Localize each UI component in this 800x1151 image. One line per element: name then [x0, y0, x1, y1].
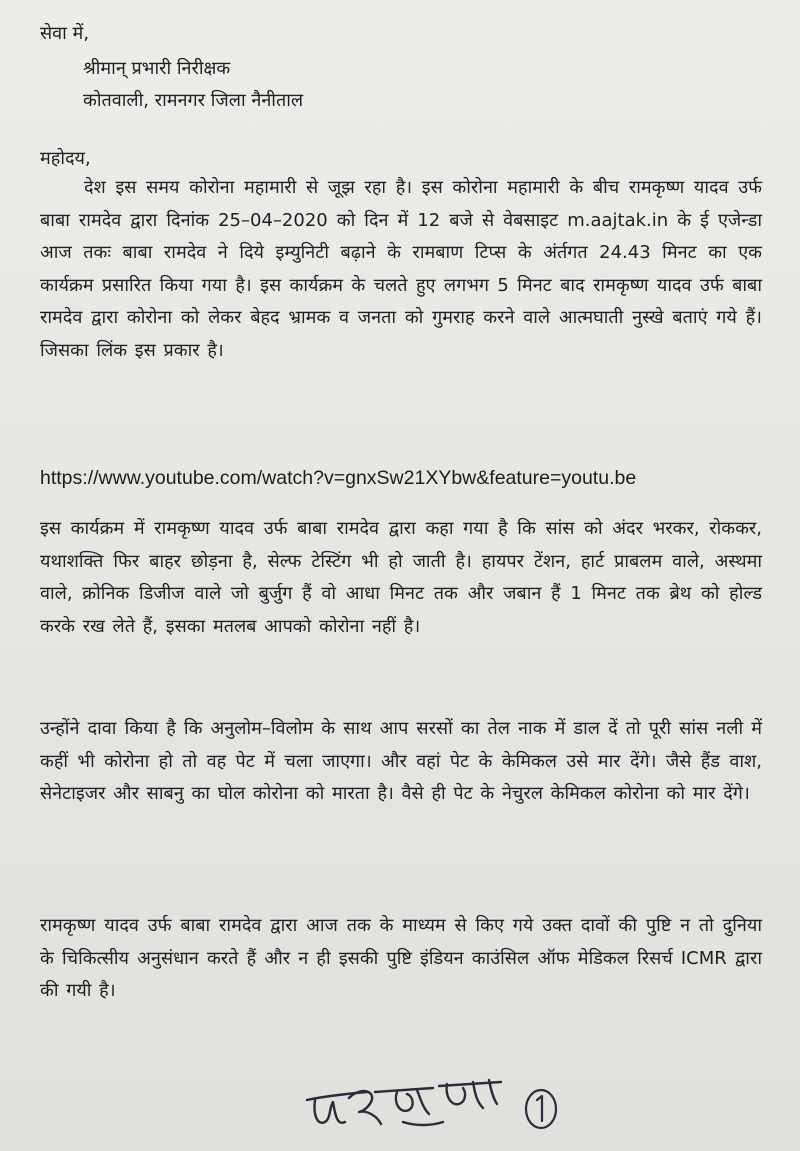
- page-number-circle: [522, 1086, 560, 1132]
- addressee-line-1: श्रीमान् प्रभारी निरीक्षक: [83, 58, 231, 79]
- handwritten-signature: [305, 1070, 505, 1140]
- addressee-line-2: कोतवाली, रामनगर जिला नैनीताल: [83, 90, 304, 111]
- salutation-to: सेवा में,: [40, 23, 90, 44]
- paragraph-2: इस कार्यक्रम में रामकृष्ण यादव उर्फ बाबा रामदेव द्वारा कहा गया है कि सांस को अंदर भरकर, रोककर, यथाशक्ति फिर बाहर छोड़ना है, सेल्फ टेस्टिंग भी हो जाती है। हायपर टेंशन, हार्ट प्राबलम वाले, अस्थमा वाले, क्रोनिक डिजीज वाले जो बुर्जुग हैं वो आधा मिनट तक और जबान हैं 1 मिनट तक ब्रेथ को होल्ड करके रख लेते हैं, इसका मतलब आपको कोरोना नहीं है।: [40, 518, 762, 637]
- paragraph-3: उन्होंने दावा किया है कि अनुलोम–विलोम के साथ आप सरसों का तेल नाक में डाल दें तो पूरी सांस नली में कहीं भी कोरोना हो तो वह पेट में चला जाएगा। और वहां पेट के केमिकल उसे मार देंगे। जैसे हैंड वाश, सेनेटाइजर और साबनु का घोल कोरोना को मारता है। वैसे ही पेट के नेचुरल केमिकल कोरोना को मार देंगे।: [40, 718, 762, 804]
- video-link-text: https://www.youtube.com/watch?v=gnxSw21XYbw&feature=youtu.be: [40, 467, 637, 489]
- paragraph-1: देश इस समय कोरोना महामारी से जूझ रहा है। इस कोरोना महामारी के बीच रामकृष्ण यादव उर्फ बाबा रामदेव द्वारा दिनांक 25–04–2020 को दिन में 12 बजे से वेबसाइट m.aajtak.in के ई एजेन्डा आज तकः बाबा रामदेव ने दिये इम्युनिटी बढ़ाने के रामबाण टिप्स के अंर्तगत 24.43 मिनट का एक कार्यक्रम प्रसारित किया गया है। इस कार्यक्रम के चलते हुए लगभग 5 मिनट बाद रामकृष्ण यादव उर्फ बाबा रामदेव द्वारा कोरोना को लेकर बेहद भ्रामक व जनता को गुमराह करने वाले आत्मघाती नुस्खे बताएं गये हैं। जिसका लिंक इस प्रकार है।: [40, 177, 762, 361]
- paragraph-4: रामकृष्ण यादव उर्फ बाबा रामदेव द्वारा आज तक के माध्यम से किए गये उक्त दावों की पुष्टि न तो दुनिया के चिकित्सीय अनुसंधान करते हैं और न ही इसकी पुष्टि इंडियन काउंसिल ऑफ मेडिकल रिसर्च ICMR द्वारा की गयी है।: [40, 915, 762, 1001]
- greeting: महोदय,: [40, 148, 91, 169]
